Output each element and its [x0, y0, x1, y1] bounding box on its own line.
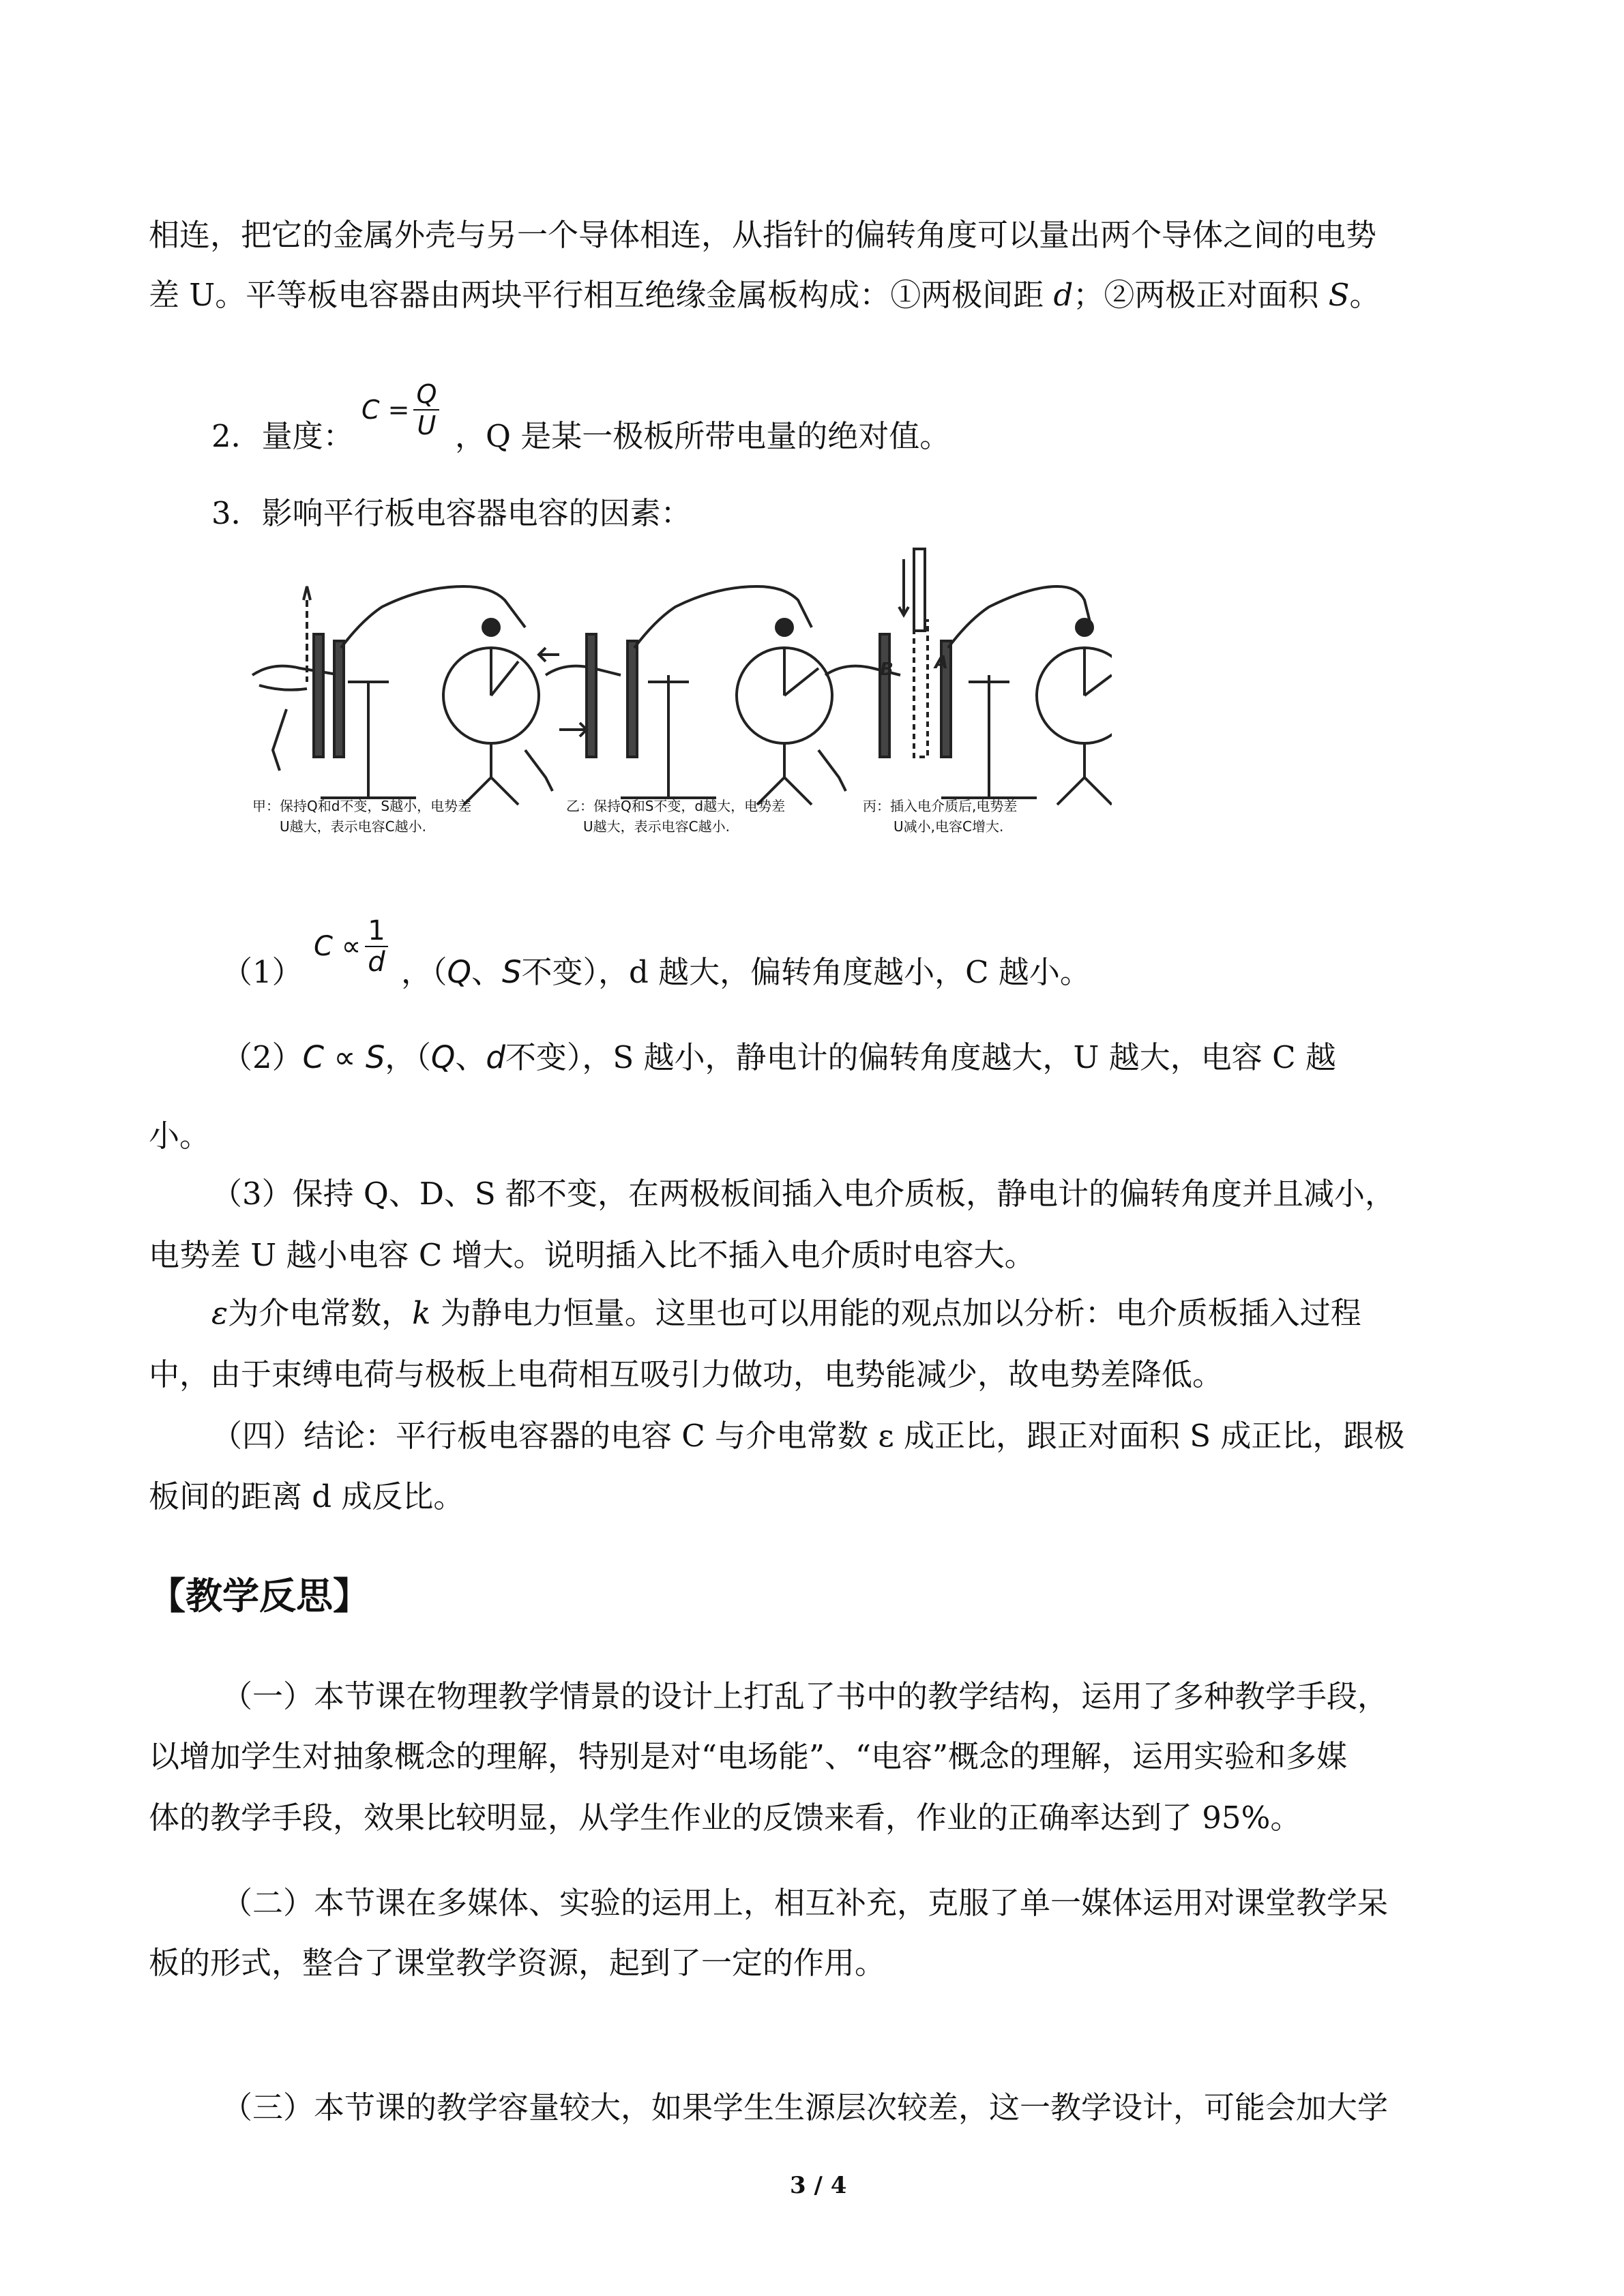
- reflection-1-line-3: 体的教学手段，效果比较明显，从学生作业的反馈来看，作业的正确率达到了 95%。: [149, 1800, 1301, 1836]
- intro-line-2a: 差 U。平等板电容器由两块平行相互绝缘金属板构成：①两极间距: [149, 277, 1054, 313]
- p2-line-1: [222, 1039, 1336, 1075]
- item2-formula-lhs: C =: [361, 395, 410, 425]
- caption-b-line-2: U越大，表示电容C越小.: [583, 818, 730, 835]
- p1-text-b: 不变），d 越大，偏转角度越小，C 越小。: [521, 954, 1091, 990]
- p1-fraction: [365, 916, 387, 977]
- caption-c-line-1: 丙：插入电介质后,电势差: [863, 798, 1018, 814]
- p1-text-a: ，（: [401, 954, 447, 990]
- p2-q: Q: [430, 1039, 456, 1075]
- caption-c-line-2: U减小,电容C增大.: [894, 818, 1004, 835]
- reflection-2-line-1: （二）本节课在多媒体、实验的运用上，相互补充，克服了单一媒体运用对课堂教学呆: [222, 1885, 1389, 1921]
- item2-fraction: [413, 379, 439, 441]
- intro-line-2b: ；②两极正对面积: [1073, 277, 1329, 313]
- intro-line-1: 相连，把它的金属外壳与另一个导体相连，从指针的偏转角度可以量出两个导体之间的电势: [149, 217, 1377, 253]
- intro-line-2c: 。: [1349, 277, 1381, 313]
- p2-text-a: ，（: [385, 1039, 431, 1075]
- p3-line-2: 电势差 U 越小电容 C 增大。说明插入比不插入电介质时电容大。: [149, 1237, 1035, 1273]
- page-number: 3 / 4: [790, 2172, 847, 2199]
- panel-c-illustration: [825, 549, 1112, 805]
- p2-sep: 、: [455, 1039, 486, 1075]
- item2-frac-num: Q: [413, 379, 439, 411]
- var-s: S: [1328, 277, 1350, 313]
- reflection-3-line-1: （三）本节课的教学容量较大，如果学生生源层次较差，这一教学设计，可能会加大学: [222, 2089, 1389, 2126]
- p2-number: （2）: [222, 1039, 303, 1075]
- caption-b-line-1: 乙：保持Q和S不变，d越大，电势差: [566, 798, 786, 814]
- p4-line-1: [211, 1295, 1361, 1331]
- item2-text: ，Q 是某一极板所带电量的绝对值。: [455, 418, 951, 454]
- item3-label: 3．影响平行板电容器电容的因素：: [211, 495, 692, 531]
- p4-text-b: 为静电力恒量。这里也可以用能的观点加以分析：电介质板插入过程: [430, 1295, 1361, 1331]
- reflection-1-line-1: （一）本节课在物理教学情景的设计上打乱了书中的教学结构，运用了多种教学手段，: [222, 1678, 1389, 1714]
- p4-eps: ε: [211, 1295, 228, 1331]
- p1-frac-num: 1: [365, 916, 387, 947]
- p1-formula: [314, 906, 388, 987]
- reflection-heading: 【教学反思】: [149, 1575, 370, 1617]
- caption-a-line-1: 甲：保持Q和d不变，S越小，电势差: [252, 798, 472, 814]
- p1-formula-lhs: C ∝: [314, 931, 361, 962]
- intro-line-2: [149, 277, 1381, 313]
- item2-formula: [361, 372, 439, 447]
- p2-formula: C ∝ S: [302, 1039, 385, 1075]
- var-d: d: [1053, 277, 1074, 313]
- conclusion-line-1: （四）结论：平行板电容器的电容 C 与介电常数 ε 成正比，跟正对面积 S 成正比，跟极: [211, 1418, 1405, 1454]
- p1-text: [401, 954, 1091, 990]
- plate-label-a: A: [934, 653, 949, 673]
- p1-s: S: [501, 954, 522, 990]
- p4-line-2: 中，由于束缚电荷与极板上电荷相互吸引力做功，电势能减少，故电势差降低。: [149, 1356, 1224, 1392]
- p2-d: d: [486, 1039, 505, 1075]
- plate-label-b: B: [880, 659, 894, 680]
- p1-number: （1）: [222, 954, 303, 990]
- item2-label: 2．量度：: [211, 418, 354, 454]
- p1-sep: 、: [471, 954, 502, 990]
- p4-k: k: [412, 1295, 431, 1331]
- conclusion-line-2: 板间的距离 d 成反比。: [149, 1478, 464, 1515]
- p1-q: Q: [447, 954, 471, 990]
- p1-frac-den: d: [368, 946, 385, 978]
- item2-frac-den: U: [417, 411, 437, 441]
- p2-line-2: 小。: [149, 1118, 211, 1154]
- panel-a-illustration: [252, 586, 552, 805]
- caption-a-line-2: U越大，表示电容C越小.: [280, 818, 426, 835]
- p4-text-a: 为介电常数，: [228, 1295, 413, 1331]
- p2-text-b: 不变），S 越小，静电计的偏转角度越大，U 越大，电容 C 越: [505, 1039, 1336, 1075]
- reflection-2-line-2: 板的形式，整合了课堂教学资源，起到了一定的作用。: [149, 1945, 886, 1981]
- p3-line-1: （3）保持 Q、D、S 都不变，在两极板间插入电介质板，静电计的偏转角度并且减小，: [211, 1176, 1396, 1212]
- panel-b-illustration: [539, 586, 846, 805]
- reflection-1-line-2: 以增加学生对抽象概念的理解，特别是对“电场能”、“电容”概念的理解，运用实验和多媒: [149, 1738, 1348, 1774]
